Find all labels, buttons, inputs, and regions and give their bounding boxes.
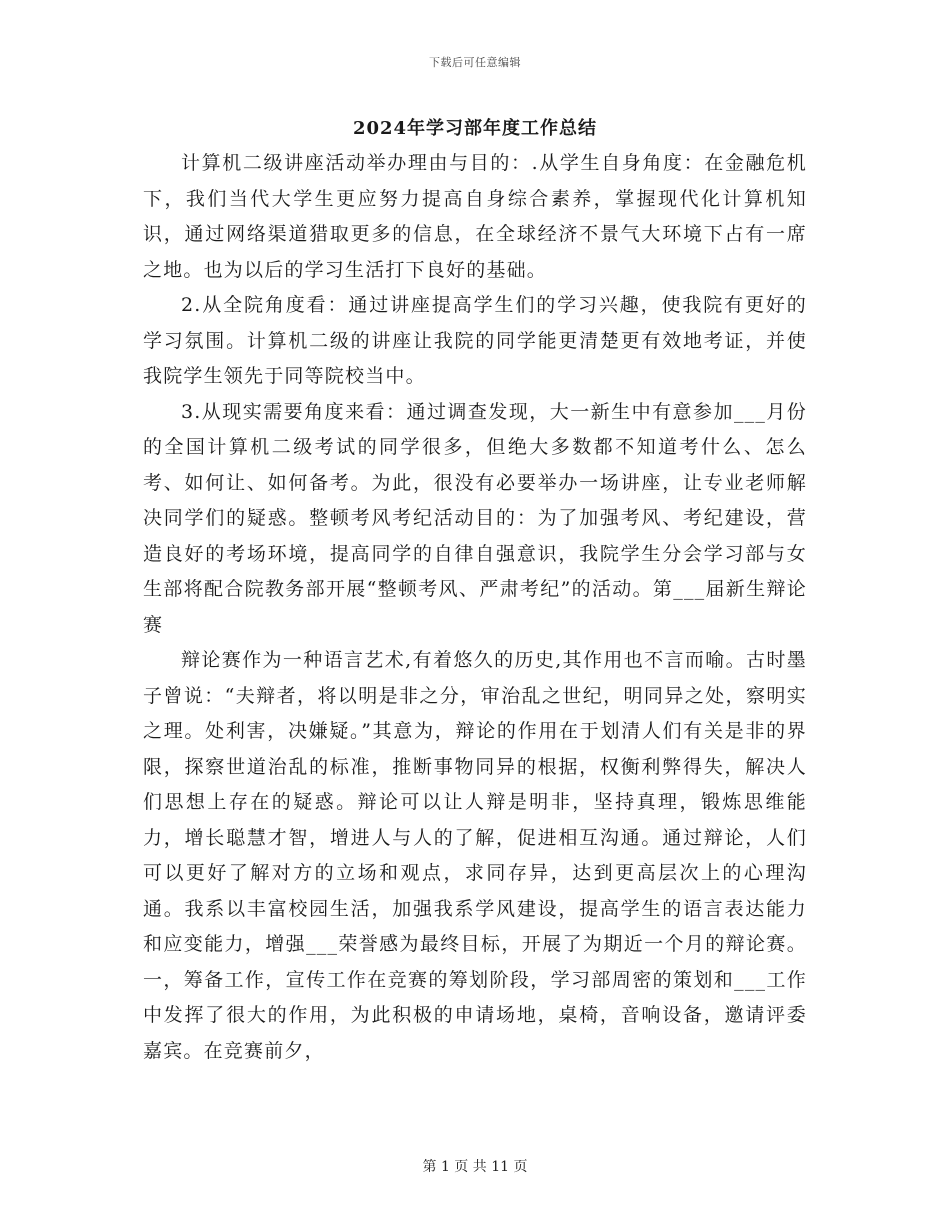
paragraph-2: 2.从全院角度看：通过讲座提高学生们的学习兴趣，使我院有更好的学习氛围。计算机二级的讲座让我院的同学能更清楚更有效地考证，并使我院学生领先于同等院校当中。 <box>143 294 807 387</box>
document-title: 2024年学习部年度工作总结 <box>352 118 598 139</box>
document-body <box>143 146 807 1069</box>
paragraph-4: 辩论赛作为一种语言艺术,有着悠久的历史,其作用也不言而喻。古时墨子曾说：“夫辩者，将以明是非之分，审治乱之世纪，明同异之处，察明实之理。处利害，决嫌疑。”其意为，辩论的作用在于划清人们有关是非的界限，探察世道治乱的标准，推断事物同异的根据，权衡利弊得失，解决人们思想上存在的疑惑。辩论可以让人辩是明非，坚持真理，锻炼思维能力，增长聪慧才智，增进人与人的了解，促进相互沟通。通过辩论，人们可以更好了解对方的立场和观点，求同存异，达到更高层次上的心理沟通。我系以丰富校园生活，加强我系学风建设，提高学生的语言表达能力和应变能力，增强___荣誉感为最终目标，开展了为期近一个月的辩论赛。一，筹备工作，宣传工作在竞赛的筹划阶段，学习部周密的策划和___工作中发挥了很大的作用，为此积极的申请场地，桌椅，音响设备，邀请评委嘉宾。在竞赛前夕， <box>143 649 807 1062</box>
header-note: 下载后可任意编辑 <box>429 56 521 69</box>
paragraph-3: 3.从现实需要角度来看：通过调查发现，大一新生中有意参加___月份的全国计算机二级考试的同学很多，但绝大多数都不知道考什么、怎么考、如何让、如何备考。为此，很没有必要举办一场讲座，让专业老师解决同学们的疑惑。整顿考风考纪活动目的：为了加强考风、考纪建设，营造良好的考场环境，提高同学的自律自强意识，我院学生分会学习部与女生部将配合院教务部开展“整顿考风、严肃考纪”的活动。第___届新生辩论赛 <box>143 400 807 636</box>
paragraph-1: 计算机二级讲座活动举办理由与目的：.从学生自身角度：在金融危机下，我们当代大学生更应努力提高自身综合素养，掌握现代化计算机知识，通过网络渠道猎取更多的信息，在全球经济不景气大环境下占有一席之地。也为以后的学习生活打下良好的基础。 <box>143 152 807 281</box>
page-number-footer: 第 1 页 共 11 页 <box>422 1159 528 1175</box>
